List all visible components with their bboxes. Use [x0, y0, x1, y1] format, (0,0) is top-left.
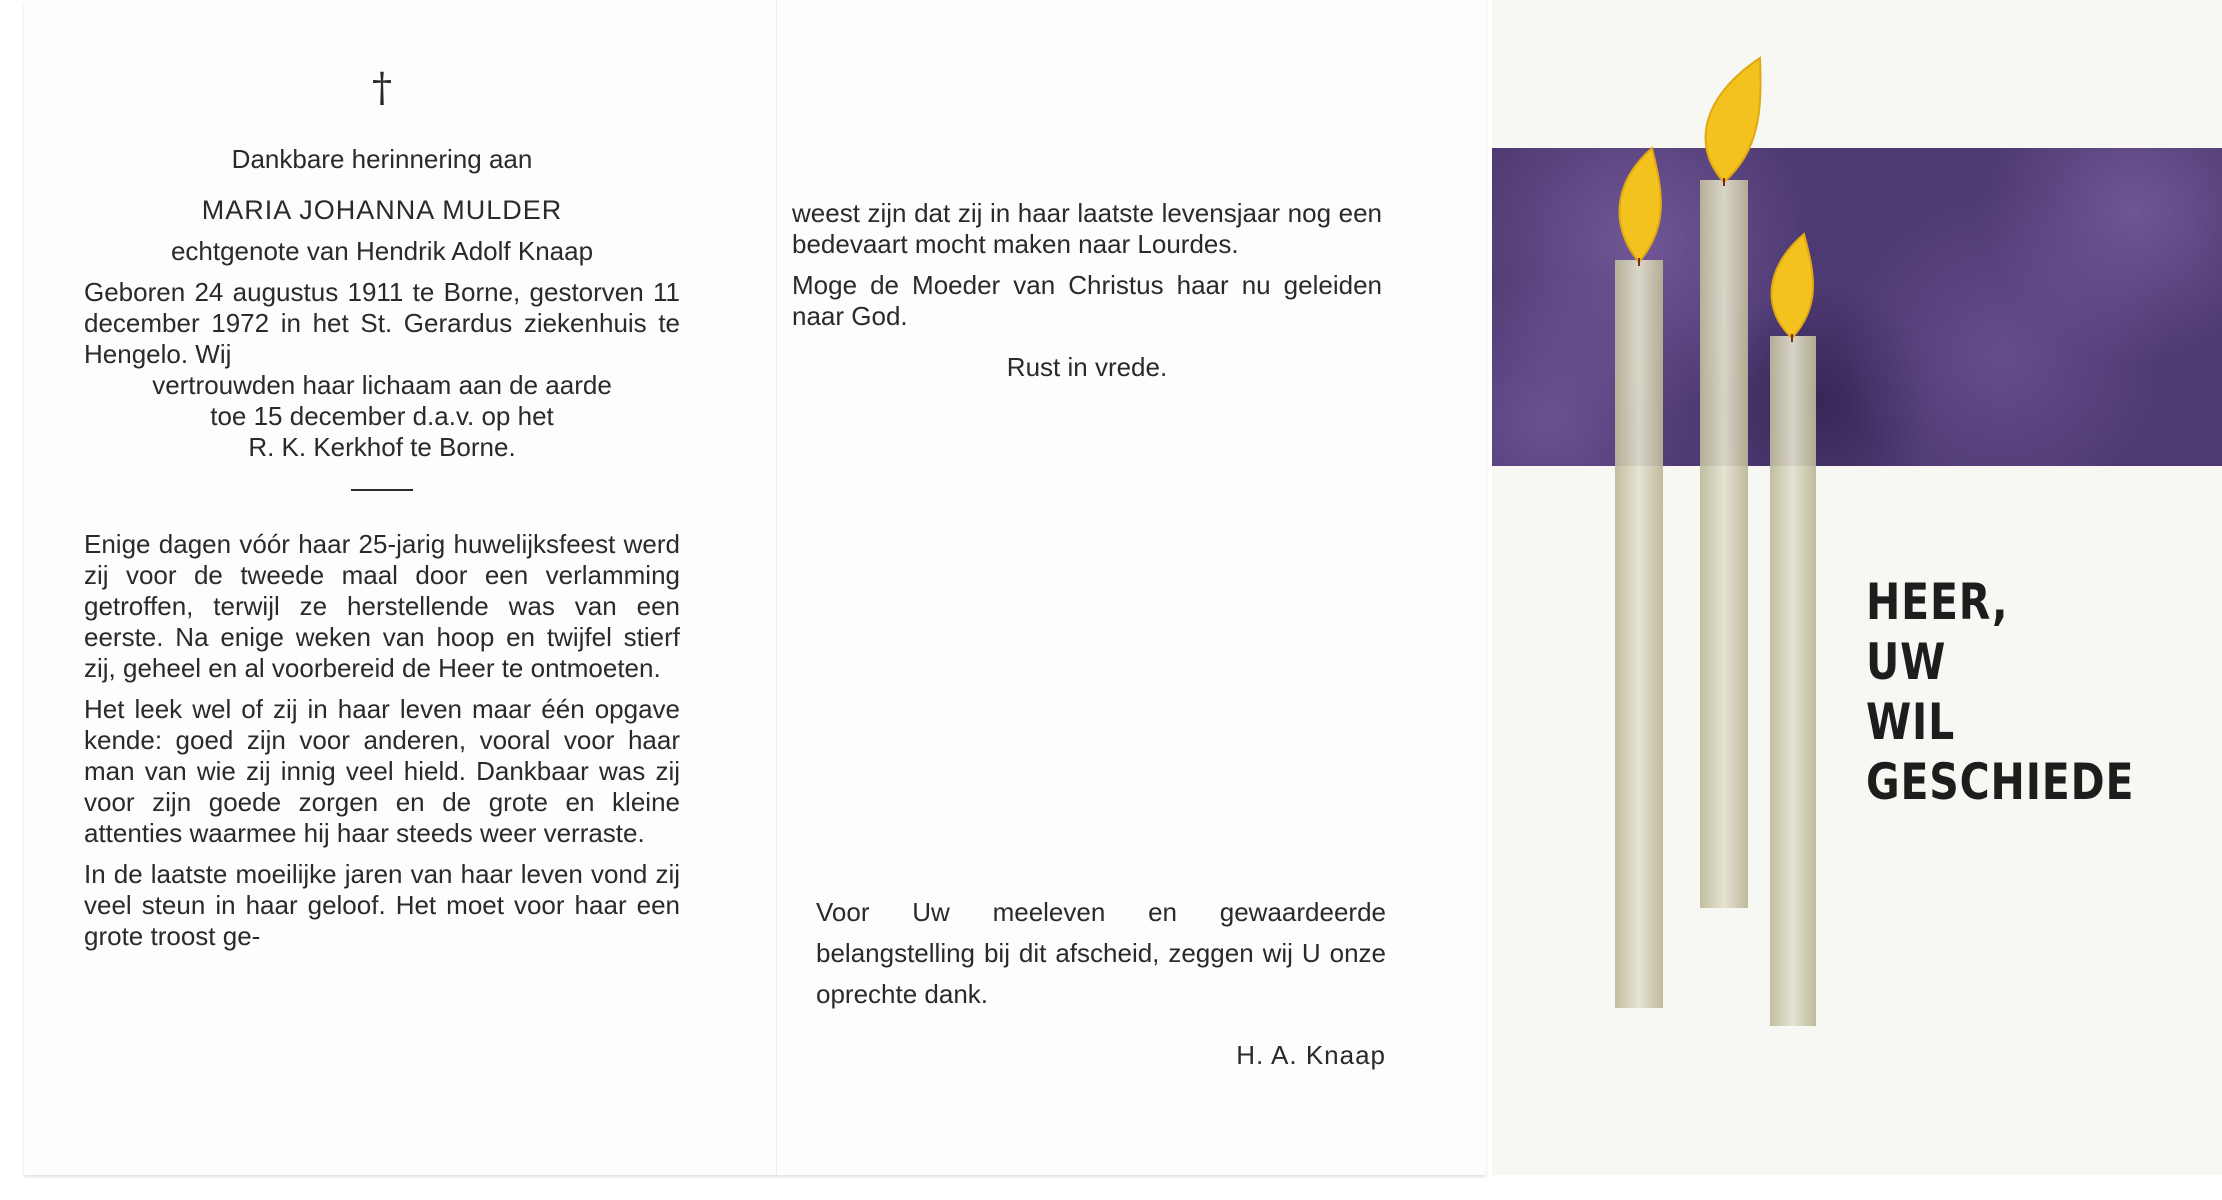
- signature: H. A. Knaap: [1236, 1040, 1386, 1070]
- title-line: WIL: [1866, 693, 1956, 751]
- paragraph-faith: In de laatste moeilijke jaren van haar leven vond zij veel steun in haar geloof. Het moet voor haar een grote troost ge-: [84, 859, 680, 951]
- flame-icon: [1619, 148, 1660, 262]
- paragraph-illness: Enige dagen vóór haar 25-jarig huwelijksfeest werd zij voor de tweede maal door een verlamming getroffen, terwijl ze herstellende was van een eerste. Na enige weken van hoop en twijfel stierf zij, geheel en al voorbereid de Heer te ontmoeten.: [84, 529, 680, 683]
- birth-death-text: Geboren 24 augustus 1911 te Borne, gestorven 11 december 1972 in het St. Gerardus ziekenhuis te Hengelo. Wij: [84, 277, 680, 369]
- left-column: [84, 65, 680, 962]
- divider: [351, 489, 413, 491]
- candle-right: [1770, 234, 1816, 1026]
- lourdes-paragraph: weest zijn dat zij in haar laatste levensjaar nog een bedevaart mocht maken naar Lourdes.: [792, 198, 1382, 259]
- burial-line-1: vertrouwden haar lichaam aan de aarde: [152, 370, 612, 400]
- prayer-paragraph: Moge de Moeder van Christus haar nu geleiden naar God.: [792, 270, 1382, 331]
- burial-line-3: R. K. Kerkhof te Borne.: [248, 432, 516, 462]
- burial-line-2: toe 15 december d.a.v. op het: [210, 401, 554, 431]
- paragraph-life: Het leek wel of zij in haar leven maar één opgave kende: goed zijn voor anderen, vooral voor haar man van wie zij innig veel hield. Dankbaar was zij voor zijn goede zorgen en de grote en kleine attenties waarmee hij haar steeds weer verraste.: [84, 694, 680, 848]
- deceased-name: MARIA JOHANNA MULDER: [201, 195, 563, 225]
- middle-column: [792, 198, 1382, 383]
- thanks-text: Voor Uw meeleven en gewaardeerde belangstelling bij dit afscheid, zeggen wij U onze oprechte dank.: [816, 897, 1386, 1009]
- memorial-heading: Dankbare herinnering aan: [231, 144, 533, 174]
- cross-icon: †: [372, 65, 392, 111]
- spouse-line: echtgenote van Hendrik Adolf Knaap: [170, 236, 594, 266]
- card-fold: [776, 0, 777, 1175]
- flame-icon: [1706, 58, 1761, 182]
- rest-in-peace: Rust in vrede.: [1006, 352, 1168, 382]
- flame-icon: [1771, 234, 1813, 338]
- candle-left: [1615, 148, 1663, 1008]
- title-line: HEER,: [1866, 573, 2009, 631]
- title-line: GESCHIEDE: [1866, 753, 2135, 811]
- candle-middle: [1700, 58, 1761, 908]
- title-line: UW: [1866, 633, 1947, 691]
- cover-card: [1492, 0, 2222, 1175]
- cover-title: [1866, 572, 2137, 812]
